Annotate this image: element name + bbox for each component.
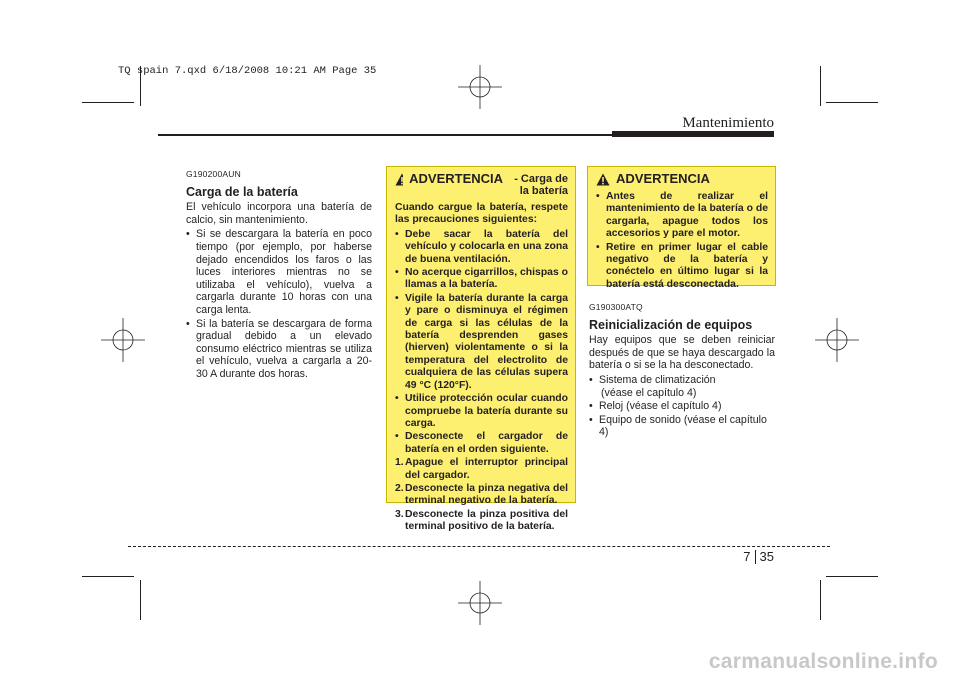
- section-title: Mantenimiento: [682, 115, 774, 131]
- list-item: • Reloj (véase el capítulo 4): [589, 400, 775, 413]
- warning-box-battery-charging: [386, 166, 576, 533]
- warning-triangle-icon: [395, 173, 403, 186]
- step-number: 1.: [395, 457, 404, 469]
- page-number: [743, 549, 774, 564]
- list-item: [589, 374, 775, 399]
- list-item: • Si la batería se descargara de forma gradual debido a un elevado consumo eléctrico mientras se utiliza el vehículo, vuelva a cargarla a 20-30 A durante dos horas.: [186, 318, 372, 381]
- right-column: [589, 301, 775, 440]
- step-number: 3.: [395, 508, 404, 520]
- step-item: [395, 509, 568, 534]
- intro-paragraph: Hay equipos que se deben reiniciar después de que se haya descargado la batería o si se la ha desconectado.: [589, 334, 775, 372]
- step-number: 2.: [395, 482, 404, 494]
- header-rule-thick: [612, 131, 774, 137]
- list-item: • Equipo de sonido (véase el capítulo 4): [589, 414, 775, 439]
- registration-mark-right: [812, 315, 862, 365]
- list-item: • Antes de realizar el mantenimiento de la batería o de cargarla, apague todos los accesorios y pare el motor.: [596, 191, 768, 241]
- left-column: [186, 168, 372, 382]
- list-item: • Debe sacar la batería del vehículo y colocarla en una zona de buena ventilación.: [395, 229, 568, 266]
- warning-title: ADVERTENCIA: [409, 171, 504, 186]
- warning-title: ADVERTENCIA: [616, 171, 710, 186]
- list-item-text: • Sistema de climatización: [599, 373, 716, 386]
- warning-header: [395, 173, 568, 197]
- page-number-value: 35: [759, 549, 774, 564]
- section-heading: Reinicialización de equipos: [589, 317, 753, 332]
- list-item: • Si se descargara la batería en poco tiempo (por ejemplo, por haberse dejado encendidos los faros o las luces interiores mientras no se utilizaba el vehículo), vuelva a cargarla durante 10 horas con una carga lenta.: [186, 228, 372, 316]
- warning-subtitle: - Carga de la batería: [514, 173, 568, 197]
- warning-intro: Cuando cargue la batería, respete las precauciones siguientes:: [395, 202, 568, 226]
- page-number-divider: [755, 550, 756, 564]
- warning-header: [596, 173, 768, 186]
- list-item: • No acerque cigarrillos, chispas o llamas a la batería.: [395, 267, 568, 292]
- chapter-number: 7: [743, 549, 751, 564]
- registration-mark-bottom: [455, 578, 505, 628]
- step-item: [395, 457, 568, 482]
- header-rule: [158, 134, 612, 136]
- warning-triangle-icon: [596, 173, 610, 186]
- section-code: G190300ATQ: [589, 302, 643, 312]
- list-item-subtext: (véase el capítulo 4): [601, 386, 697, 399]
- section-code: G190200AUN: [186, 169, 241, 179]
- step-text: Desconecte la pinza negativa del terminal negativo de la batería.: [405, 482, 568, 507]
- section-heading: Carga de la batería: [186, 184, 298, 199]
- watermark: carmanualsonline.info: [708, 650, 938, 673]
- warning-box-maintenance: [587, 166, 776, 290]
- registration-mark-top: [455, 62, 505, 112]
- list-item: • Utilice protección ocular cuando compruebe la batería durante su carga.: [395, 393, 568, 430]
- print-slug: TQ spain 7.qxd 6/18/2008 10:21 AM Page 35: [118, 65, 377, 77]
- list-item: • Desconecte el cargador de batería en el orden siguiente.: [395, 431, 568, 456]
- list-item: • Retire en primer lugar el cable negativo de la batería y conéctelo en último lugar si la batería está desconectada.: [596, 242, 768, 292]
- footer-rule: [128, 546, 830, 547]
- list-item: • Vigile la batería durante la carga y pare o disminuya el régimen de carga si las células de la batería desprenden gases (hierven) violentamente o si la temperatura del electrolito de cualquiera de las células supera 49 °C (120°F).: [395, 293, 568, 392]
- step-text: Apague el interruptor principal del cargador.: [405, 457, 568, 481]
- step-text: Desconecte la pinza positiva del terminal positivo de la batería.: [405, 508, 568, 533]
- step-item: [395, 483, 568, 508]
- intro-paragraph: El vehículo incorpora una batería de calcio, sin mantenimiento.: [186, 201, 372, 226]
- registration-mark-left: [98, 315, 148, 365]
